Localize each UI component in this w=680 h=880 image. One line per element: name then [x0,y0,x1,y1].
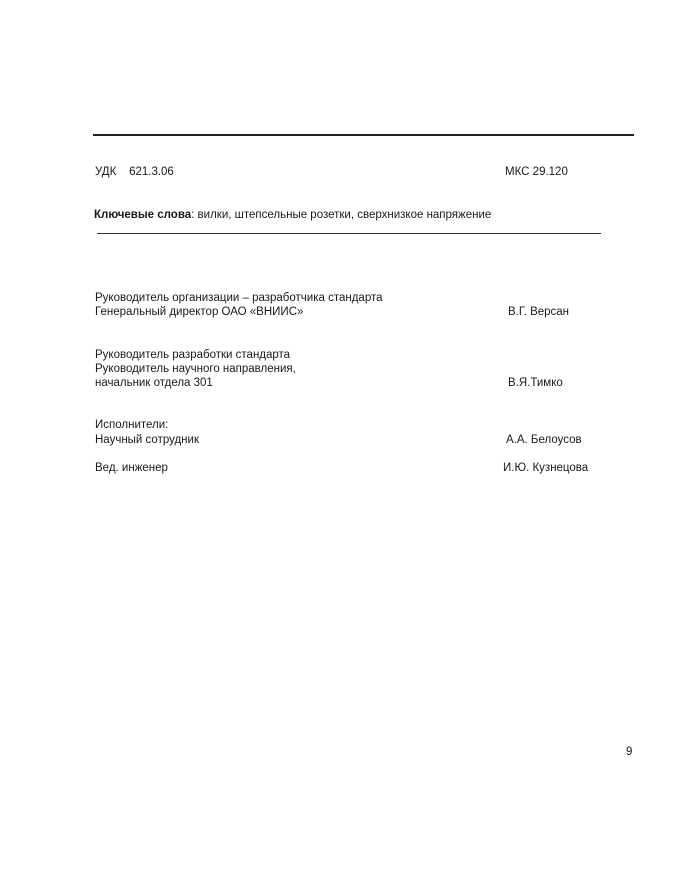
block1-name: В.Г. Версан [508,306,570,318]
udk-line [95,165,174,179]
keywords-rule [97,233,601,234]
block2-line3: начальник отдела 301 [95,377,213,389]
mks-line [505,165,568,179]
keywords-line [94,208,491,222]
keywords-text: : вилки, штепсельные розетки, сверхнизкое напряжение [191,209,492,221]
block1-line1: Руководитель организации – разработчика стандарта [95,292,383,304]
udk-value: 621.3.06 [129,166,174,178]
page-number: 9 [626,746,633,758]
udk-label: УДК [95,166,117,178]
block3-role2: Вед. инженер [95,462,168,474]
mks-value: 29.120 [532,166,568,178]
block2-line2: Руководитель научного направления, [95,363,296,375]
block1-line2: Генеральный директор ОАО «ВНИИС» [95,306,304,318]
mks-label: МКС [505,166,530,178]
block3-heading: Исполнители: [95,419,169,431]
block3-name1: А.А. Белоусов [506,434,582,446]
block2-line1: Руководитель разработки стандарта [95,349,291,361]
keywords-label: Ключевые слова [94,209,192,221]
block3-role1: Научный сотрудник [95,434,199,446]
block3-name2: И.Ю. Кузнецова [503,462,589,474]
top-rule [93,134,634,136]
block2-name: В.Я.Тимко [508,377,563,389]
